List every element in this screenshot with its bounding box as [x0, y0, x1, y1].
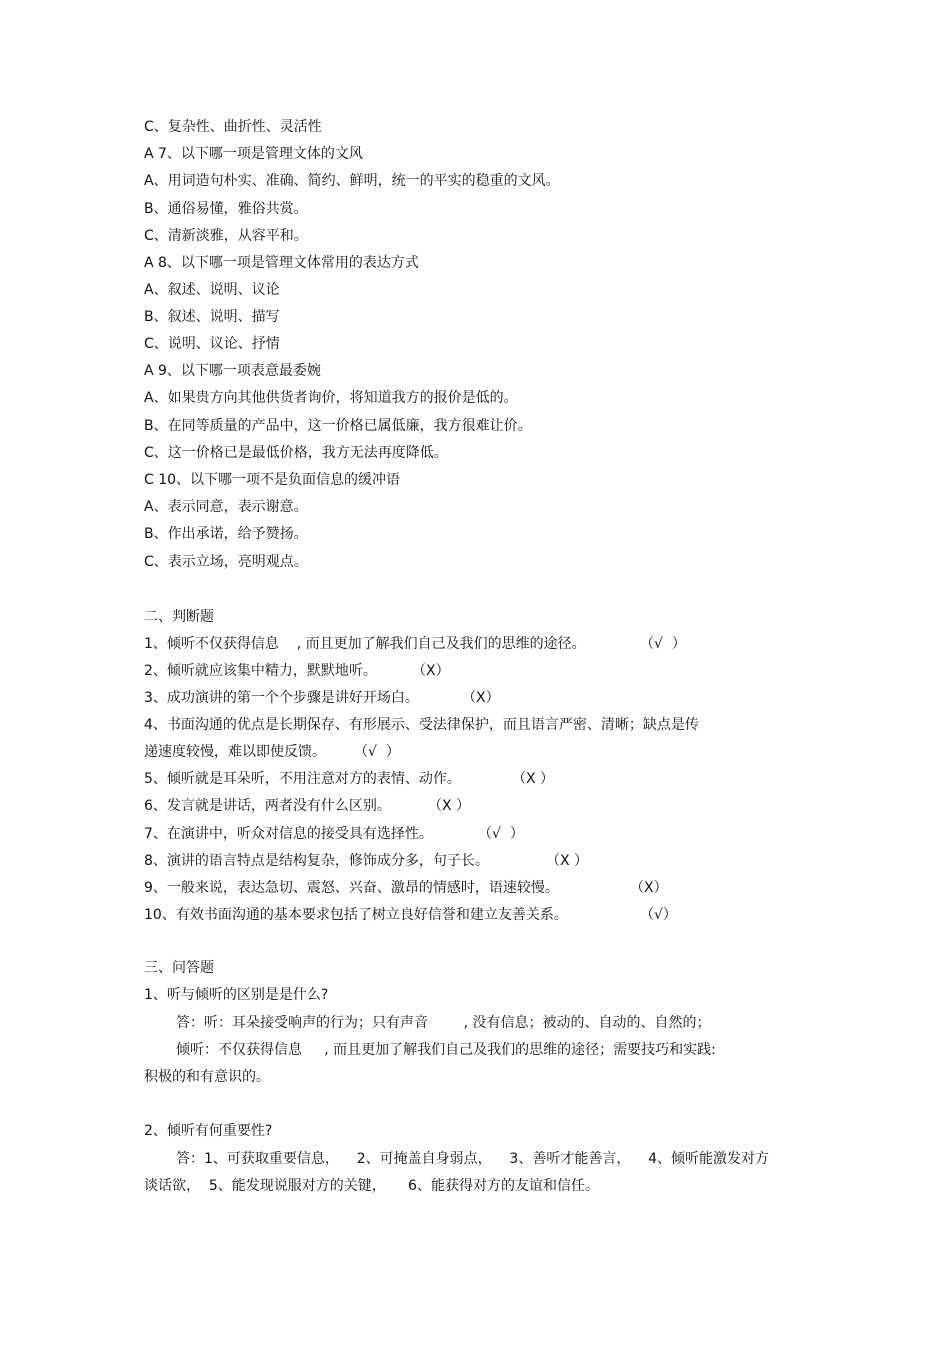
mc-q7-option-b: B、通俗易懂，雅俗共赏。 — [144, 201, 308, 217]
tf-item-1-answer: （√ ） — [640, 636, 686, 652]
mc-q7-stem: A 7、以下哪一项是管理文体的文风 — [144, 146, 363, 162]
tf-item-2-answer: （X） — [412, 663, 450, 679]
tf-item-2: 2、倾听就应该集中精力，默默地听。 — [144, 663, 377, 679]
mc-q8-stem: A 8、以下哪一项是管理文体常用的表达方式 — [144, 255, 419, 271]
tf-item-5: 5、倾听就是耳朵听，不用注意对方的表情、动作。 — [144, 771, 461, 787]
qa-answer-1-line-2: 倾听：不仅获得信息 , 而且更加了解我们自己及我们的思维的途径；需要技巧和实践: — [176, 1042, 716, 1058]
mc-q10-option-b: B、作出承诺，给予赞扬。 — [144, 526, 308, 542]
qa-question-1: 1、听与倾听的区别是是什么? — [144, 987, 329, 1003]
mc-q10-option-c: C、表示立场，亮明观点。 — [144, 554, 308, 570]
tf-item-8: 8、演讲的语言特点是结构复杂，修饰成分多，句子长。 — [144, 853, 489, 869]
mc-q10-option-a: A、表示同意，表示谢意。 — [144, 499, 308, 515]
qa-section-heading: 三、问答题 — [144, 960, 214, 976]
mc-q9-option-a: A、如果贵方向其他供货者询价，将知道我方的报价是低的。 — [144, 390, 518, 406]
mc-q9-option-b: B、在同等质量的产品中，这一价格已属低廉，我方很难让价。 — [144, 418, 532, 434]
tf-item-1: 1、倾听不仅获得信息 , 而且更加了解我们自己及我们的思维的途径。 — [144, 636, 586, 652]
tf-item-9: 9、一般来说，表达急切、震怒、兴奋、激昂的情感时，语速较慢。 — [144, 880, 559, 896]
mc-q10-stem: C 10、以下哪一项不是负面信息的缓冲语 — [144, 472, 401, 488]
tf-item-9-answer: （X） — [630, 880, 668, 896]
tf-item-7: 7、在演讲中，听众对信息的接受具有选择性。 — [144, 826, 433, 842]
mc-q8-option-a: A、叙述、说明、议论 — [144, 282, 280, 298]
tf-item-4-answer: （√ ） — [354, 744, 400, 760]
qa-answer-1-line-1: 答：听：耳朵接受响声的行为；只有声音 , 没有信息；被动的、自动的、自然的； — [176, 1015, 711, 1031]
mc-q6-option-c: C、复杂性、曲折性、灵活性 — [144, 119, 322, 135]
qa-answer-2-line-1: 答：1、可获取重要信息， 2、可掩盖自身弱点， 3、善听才能善言， 4、倾听能激发对方 — [176, 1151, 770, 1167]
mc-q9-option-c: C、这一价格已是最低价格，我方无法再度降低。 — [144, 445, 448, 461]
qa-answer-2-line-2: 谈话欲， 5、能发现说服对方的关键， 6、能获得对方的友谊和信任。 — [144, 1178, 599, 1194]
tf-item-3-answer: （X） — [462, 690, 500, 706]
qa-answer-1-line-3: 积极的和有意识的。 — [144, 1069, 270, 1085]
mc-q8-option-c: C、说明、议论、抒情 — [144, 336, 280, 352]
tf-item-8-answer: （X ） — [546, 853, 589, 869]
mc-q9-stem: A 9、以下哪一项表意最委婉 — [144, 363, 321, 379]
tf-item-7-answer: （√ ） — [478, 826, 524, 842]
mc-q7-option-a: A、用词造句朴实、准确、简约、鲜明，统一的平实的稳重的文风。 — [144, 173, 560, 189]
tf-item-5-answer: （X ） — [512, 771, 555, 787]
tf-section-heading: 二、判断题 — [144, 609, 214, 625]
mc-q7-option-c: C、清新淡雅，从容平和。 — [144, 228, 308, 244]
tf-item-6: 6、发言就是讲话，两者没有什么区别。 — [144, 798, 391, 814]
tf-item-6-answer: （X ） — [428, 798, 471, 814]
tf-item-4-continued: 递速度较慢，难以即使反馈。 — [144, 744, 326, 760]
mc-q8-option-b: B、叙述、说明、描写 — [144, 309, 280, 325]
tf-item-3: 3、成功演讲的第一个个步骤是讲好开场白。 — [144, 690, 419, 706]
tf-item-10: 10、有效书面沟通的基本要求包括了树立良好信誉和建立友善关系。 — [144, 907, 568, 923]
tf-item-10-answer: （√） — [640, 907, 677, 923]
qa-question-2: 2、倾听有何重要性? — [144, 1123, 273, 1139]
tf-item-4: 4、书面沟通的优点是长期保存、有形展示、受法律保护，而且语言严密、清晰；缺点是传 — [144, 717, 699, 733]
